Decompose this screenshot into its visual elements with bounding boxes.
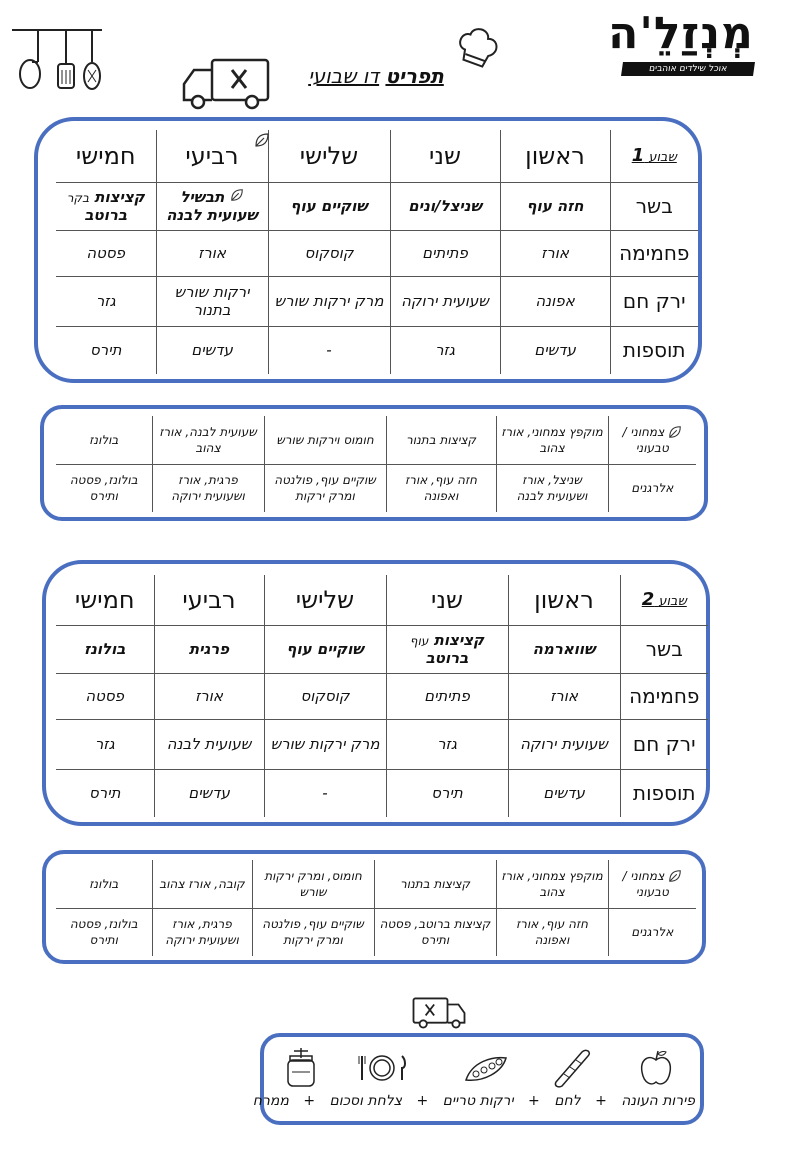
delivery-truck-icon (410, 996, 468, 1030)
row-meat: בשר (620, 625, 708, 673)
week1-vegan-tue: חומוס וירקות שורש (264, 416, 386, 464)
leaf-icon (254, 132, 270, 148)
week2-allergens-sun: חזה עוף, אורז ואפונה (496, 908, 608, 956)
week1-meat-sun: חזה עוף (500, 182, 610, 230)
row-meat: בשר (610, 182, 698, 230)
page-title: תפריט דו שבועי (308, 64, 444, 88)
peas-icon (462, 1052, 510, 1084)
day-tue: שלישי (264, 575, 386, 625)
week1-vegan-wed: שעועית לבנה, אורז צהוב (152, 416, 264, 464)
week2-extras-tue: - (264, 769, 386, 817)
week2-allergens-thu: בולונז, פסטה ותירס (56, 908, 152, 956)
week2-allergens-mon: קציצות ברוטב, פסטה ותירס (374, 908, 496, 956)
day-mon: שני (390, 130, 500, 182)
row-extras: תוספות (610, 326, 698, 374)
week2-starch-sun: אורז (508, 673, 620, 719)
week1-meat-wed: תבשיל שעועית לבנה (156, 182, 268, 230)
row-veg: ירק חם (610, 276, 698, 326)
day-wed: רביעי (154, 575, 264, 625)
week1-extras-thu: תירס (56, 326, 156, 374)
day-mon: שני (386, 575, 508, 625)
week1-extras-wed: עדשים (156, 326, 268, 374)
week2-label: שבוע 2 (641, 589, 687, 611)
daily-setting: צלחת וסכום (329, 1093, 402, 1109)
bread-icon (550, 1046, 594, 1088)
week2-vegan-mon: קציצות בתנור (374, 860, 496, 908)
row-vegan: צמחוני / טבעוני (608, 416, 696, 464)
week2-notes-table (56, 860, 696, 956)
week2-meat-thu: בולונז (56, 625, 154, 673)
row-veg: ירק חם (620, 719, 708, 769)
week1-meat-mon: שניצל/ונים (390, 182, 500, 230)
day-wed: רביעי (156, 130, 268, 182)
week2-meat-mon: קציצות עוף ברוטב (386, 625, 508, 673)
brand-tagline: אוכל שילדים אוהבים (621, 62, 755, 76)
row-extras: תוספות (620, 769, 708, 817)
week2-starch-mon: פתיתים (386, 673, 508, 719)
week2-extras-wed: עדשים (154, 769, 264, 817)
delivery-truck-icon (180, 56, 272, 112)
row-allergens: אלרגנים (608, 908, 696, 956)
week1-starch-sun: אורז (500, 230, 610, 276)
week1-allergens-tue: שוקיים עוף, פולנטה ומרק ירקות (264, 464, 386, 512)
plus-sign: + (595, 1093, 607, 1109)
week1-veg-wed: ירקות שורש בתנור (156, 276, 268, 326)
week2-veg-tue: מרק ירקות שורש (264, 719, 386, 769)
week2-veg-wed: שעועית לבנה (154, 719, 264, 769)
day-thu: חמישי (56, 130, 156, 182)
apple-icon (638, 1048, 674, 1088)
day-sun: ראשון (500, 130, 610, 182)
week1-veg-tue: מרק ירקות שורש (268, 276, 390, 326)
week2-allergens-tue: שוקיים עוף, פולנטה ומרק ירקות (252, 908, 374, 956)
week1-vegan-sun: מוקפץ צמחוני, אורז צהוב (496, 416, 608, 464)
week2-meat-sun: שווארמה (508, 625, 620, 673)
daily-veg: ירקות טריים (442, 1093, 514, 1109)
week1-label: שבוע 1 (631, 145, 677, 167)
week1-extras-sun: עדשים (500, 326, 610, 374)
week2-starch-wed: אורז (154, 673, 264, 719)
week2-vegan-thu: בולונז (56, 860, 152, 908)
week2-vegan-sun: מוקפץ צמחוני, אורז צהוב (496, 860, 608, 908)
week1-starch-thu: פסטה (56, 230, 156, 276)
week2-vegan-wed: קובה, אורז צהוב (152, 860, 252, 908)
day-thu: חמישי (56, 575, 154, 625)
week2-extras-sun: עדשים (508, 769, 620, 817)
plus-sign: + (303, 1093, 316, 1109)
week1-extras-tue: - (268, 326, 390, 374)
week1-vegan-thu: בולונז (56, 416, 152, 464)
leaf-icon (668, 425, 682, 439)
leaf-icon (668, 869, 682, 883)
week2-starch-tue: קוסקוס (264, 673, 386, 719)
week2-meat-tue: שוקיים עוף (264, 625, 386, 673)
week1-allergens-wed: פרגית, אורז ושעועית ירוקה (152, 464, 264, 512)
week1-notes-table (56, 416, 696, 512)
daily-fruit: פירות העונה (621, 1093, 695, 1109)
week1-allergens-sun: שניצל, אורז ושעועית לבנה (496, 464, 608, 512)
week2-menu-table (56, 575, 708, 817)
plate-cutlery-icon (356, 1052, 408, 1084)
brand-logo: מְנְזַלֵ'ה (608, 8, 754, 59)
day-sun: ראשון (508, 575, 620, 625)
week1-extras-mon: גזר (390, 326, 500, 374)
week1-menu-table (56, 130, 698, 374)
leaf-icon (230, 188, 244, 202)
week1-starch-tue: קוסקוס (268, 230, 390, 276)
row-starch: פחמימה (610, 230, 698, 276)
week2-meat-wed: פרגית (154, 625, 264, 673)
week2-vegan-tue: חומוס, ומרק ירקות שורש (252, 860, 374, 908)
week1-meat-tue: שוקיים עוף (268, 182, 390, 230)
day-tue: שלישי (268, 130, 390, 182)
week2-allergens-wed: פרגית, אורז ושעועית ירוקה (152, 908, 252, 956)
row-starch: פחמימה (620, 673, 708, 719)
week2-veg-sun: שעועית ירוקה (508, 719, 620, 769)
week1-veg-thu: גזר (56, 276, 156, 326)
week1-allergens-mon: חזה עוף, אורז ואפונה (386, 464, 496, 512)
plus-sign: + (528, 1093, 540, 1109)
week1-starch-mon: פתיתים (390, 230, 500, 276)
week2-extras-mon: תירס (386, 769, 508, 817)
week1-veg-sun: אפונה (500, 276, 610, 326)
week1-meat-thu: קציצות בקר ברוטב (56, 182, 156, 230)
week2-veg-mon: גזר (386, 719, 508, 769)
plus-sign: + (416, 1093, 429, 1109)
honey-jar-icon (282, 1046, 322, 1090)
week2-starch-thu: פסטה (56, 673, 154, 719)
chef-hat-icon (452, 24, 504, 74)
row-vegan: צמחוני / טבעוני (608, 860, 696, 908)
row-allergens: אלרגנים (608, 464, 696, 512)
week2-veg-thu: גזר (56, 719, 154, 769)
week1-veg-mon: שעועית ירוקה (390, 276, 500, 326)
week1-vegan-mon: קציצות בתנור (386, 416, 496, 464)
week1-starch-wed: אורז (156, 230, 268, 276)
week1-allergens-thu: בולונז, פסטה ותירס (56, 464, 152, 512)
week2-extras-thu: תירס (56, 769, 154, 817)
daily-items-text (252, 1093, 700, 1109)
kitchen-utensils-icon (8, 26, 108, 96)
daily-spread: ממרח (252, 1093, 289, 1109)
daily-bread: לחם (554, 1093, 581, 1109)
